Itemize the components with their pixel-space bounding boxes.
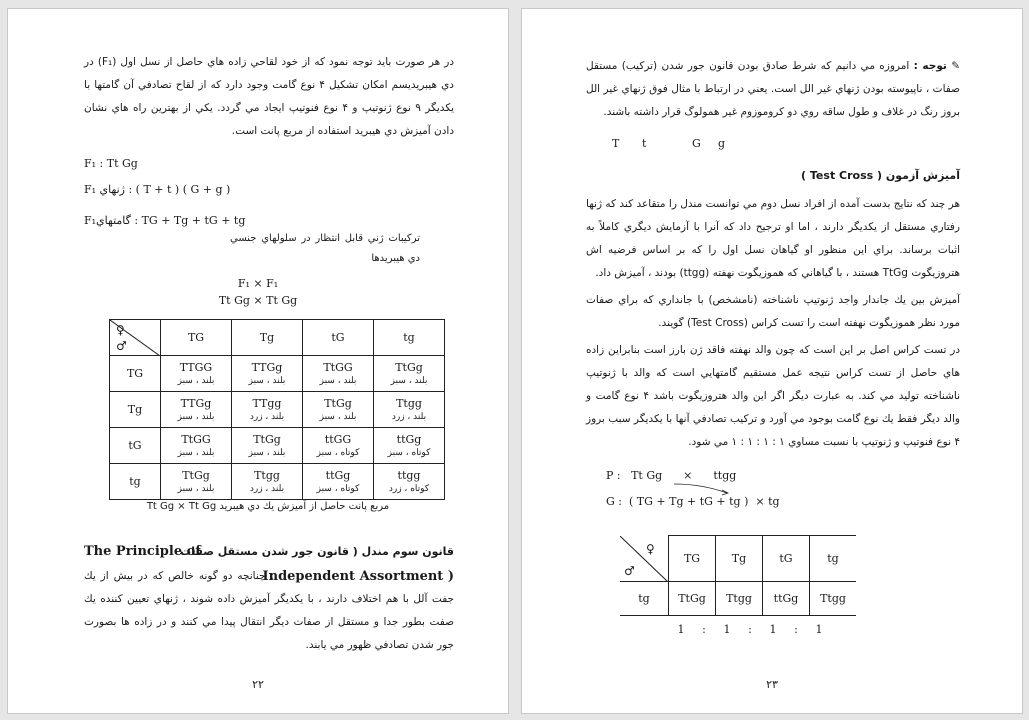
punnett-cell: TTGg بلند ، سبز	[232, 356, 303, 392]
punnett-cell: ttGG كوتاه ، سبز	[303, 428, 374, 464]
punnett-square-dihybrid	[109, 319, 445, 500]
col-header: tg	[374, 320, 445, 356]
row-header: TG	[110, 356, 161, 392]
page-number: ۲۳	[766, 678, 778, 691]
test-cross-paragraph-2: آميزش بين يك جاندار واجد ژنوتيپ ناشناخته (نامشخص) با جانداري كه براي صفات مورد نظر هموزيگوت نهفته است را تست كراس (Test Cross) گويند.	[586, 294, 960, 329]
allele: g	[718, 137, 726, 150]
allele: t	[642, 137, 647, 150]
note-paragraph	[586, 55, 960, 124]
row-header: tG	[110, 428, 161, 464]
f1-alleles-line: F₁ ژنهاي : ( T + t ) ( G + g )	[84, 183, 231, 196]
male-symbol: ♂	[624, 563, 635, 578]
cross-line-2: Tt Gg × Tt Gg	[218, 294, 298, 307]
col-header: TG	[161, 320, 232, 356]
punnett-cell: Ttgg	[716, 582, 763, 616]
punnett-corner	[110, 320, 161, 356]
test-cross-heading: آميزش آزمون ( Test Cross )	[801, 169, 960, 182]
punnett-cell: TTGG بلند ، سبز	[161, 356, 232, 392]
note-icon: ✎	[946, 60, 961, 72]
f1-gametes-line: F₁گامتهاي : TG + Tg + tG + tg	[84, 214, 246, 227]
punnett-cell: TtGg بلند ، سبز	[232, 428, 303, 464]
cross-gametes-line: G : ( TG + Tg + tG + tg ) × tg	[606, 495, 780, 508]
f1-genotype-line: F₁ : Tt Gg	[84, 157, 138, 170]
punnett-cell: TTGg بلند ، سبز	[161, 392, 232, 428]
cross-parents-line: P : Tt Gg × ttgg	[606, 469, 737, 482]
punnett-cell: TTgg بلند ، زرد	[232, 392, 303, 428]
page-number: ۲۲	[252, 678, 264, 691]
allele: T	[612, 137, 620, 150]
left-page	[7, 8, 509, 714]
male-symbol: ♂	[116, 339, 127, 353]
female-symbol: ♀	[646, 541, 655, 556]
col-header: tG	[303, 320, 374, 356]
row-header: tg	[620, 582, 669, 616]
punnett-cell: ttGg	[763, 582, 810, 616]
punnett-cell: ttGg كوتاه ، سبز	[303, 464, 374, 500]
right-page	[521, 8, 1023, 714]
col-header: tg	[810, 536, 857, 582]
punnett-cell: Ttgg بلند ، زرد	[232, 464, 303, 500]
table-row	[110, 464, 445, 500]
law-paragraph: : چنانچه دو گونه خالص كه در بيش از يك جفت آلل با هم اختلاف دارند ، با يكديگر آميزش داده شوند ، ژنهاي تعيين كننده يك صفت بطور جدا و مستقل از صفات ديگر انتقال پيدا مي كنند و در زاده ها بصورت جور شدن تصادفي ظهور مي يابند.	[84, 570, 454, 651]
test-cross-paragraph-1: هر چند كه نتايج بدست آمده از افراد نسل دوم مي توانست مندل را متقاعد كند كه ژنها رفتاري مستقل از يكديگر دارند ، اما او ترجيح داد كه آنرا با آزمايش ديگري كاملاً به اثبات برساند. براي اين منظور او گياهان نسل اول را كه بر اساس فرضيه اش هتروزيگوت TtGg هستند ، با گياهاني كه هموزيگوت نهفته (ttgg) بودند ، آميزش داد.	[586, 198, 960, 279]
punnett-cell: TtGG بلند ، سبز	[303, 356, 374, 392]
col-header: Tg	[716, 536, 763, 582]
ratio-row: 1 : 1 : 1 : 1	[677, 623, 823, 636]
col-header: TG	[669, 536, 716, 582]
punnett-cell: TtGg بلند ، سبز	[374, 356, 445, 392]
table-caption: مربع پانت حاصل از آميزش يك دي هيبريد Tt Gg × Tt Gg	[146, 501, 390, 512]
cross-line-1: F₁ × F₁	[237, 277, 279, 290]
note-text: امروزه مي دانيم كه شرط صادق بودن قانون جور شدن (تركيب) مستقل صفات ، ناپيوسته بودن ژنهاي غير الل است. يعني در ارتباط با مثال فوق ژنهاي غير الل بروز رنگ در غلاف و طول ساقه روي دو كروموزوم غير همولوگ قرار داشته باشند.	[586, 60, 960, 118]
col-header: tG	[763, 536, 810, 582]
punnett-cell: ttgg كوتاه ، زرد	[374, 464, 445, 500]
col-header: Tg	[232, 320, 303, 356]
punnett-cell: TtGg	[669, 582, 716, 616]
punnett-cell: TtGG بلند ، سبز	[161, 428, 232, 464]
table-row	[110, 356, 445, 392]
punnett-square-test-cross	[620, 535, 856, 616]
row-header: Tg	[110, 392, 161, 428]
female-symbol: ♀	[116, 323, 125, 337]
note-label: توجه :	[913, 60, 947, 72]
arrow-icon	[672, 482, 742, 496]
table-row	[110, 392, 445, 428]
law-heading-en-1: The Principle of	[84, 544, 201, 559]
punnett-corner	[620, 536, 669, 582]
allele-row	[612, 137, 725, 150]
test-cross-paragraph-3: در تست كراس اصل بر اين است كه چون والد نهفته فاقد ژن بارز است بنابراين زاده هاي حاصل از تست كراس نتيجه عمل مستقيم گامتهايي است كه والد با ژنوتيپ ناشناخته توليد مي كند. به عبارت ديگر اگر اين والد هتروزيگوت باشد ۴ نوع گامت و والد ديگر فقط يك نوع گامت بوجود مي آورد و تركيب تصادفي آنها با يكديگر سبب بروز ۴ نوع فنوتيپ و ژنوتيپ با نسبت مساوي ۱ : ۱ : ۱ : ۱ مي شود.	[586, 344, 961, 448]
gametes-note: تركيبات ژني قابل انتظار در سلولهاي جنسي دي هيبريدها	[230, 233, 420, 264]
punnett-cell: TtGg بلند ، سبز	[161, 464, 232, 500]
law-heading-fa: قانون سوم مندل ( قانون جور شدن مستقل صفات	[180, 545, 454, 558]
allele: G	[692, 137, 701, 150]
punnett-cell: Ttgg	[810, 582, 857, 616]
intro-paragraph: در هر صورت بايد توجه نمود كه از خود لقاحي زاده هاي حاصل از نسل اول (F₁) در دي هيبريديسم امكان تشكيل ۴ نوع گامت وجود دارد كه از لقاح تصادفي آن گامتها با يكديگر ۹ نوع ژنوتيپ و ۴ نوع فنوتيپ ايجاد مي گردد. يكي از بهترين راه هاي نشان دادن آميزش دي هيبريد استفاده از مربع پانت است.	[84, 56, 455, 137]
punnett-cell: TtGg بلند ، سبز	[303, 392, 374, 428]
law-heading-en-2: Independent Assortment )	[262, 569, 454, 584]
punnett-cell: Ttgg بلند ، زرد	[374, 392, 445, 428]
table-row	[110, 428, 445, 464]
row-header: tg	[110, 464, 161, 500]
punnett-cell: ttGg كوتاه ، سبز	[374, 428, 445, 464]
table-row	[620, 582, 856, 616]
